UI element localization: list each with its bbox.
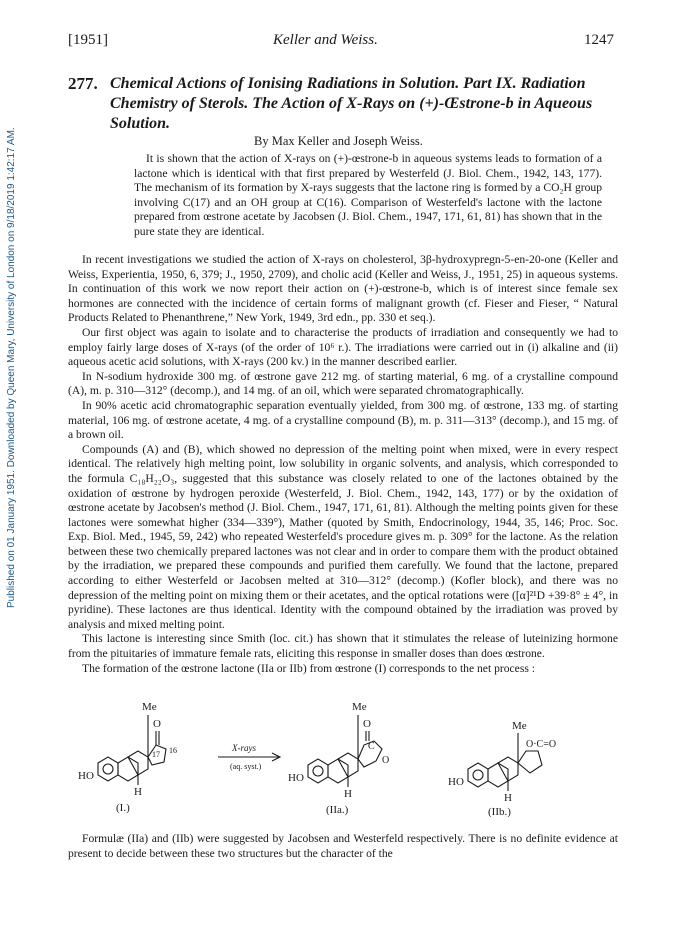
paragraph: In recent investigations we studied the action of X-rays on cholesterol, 3β-hydroxypregn-5-en-20-one (Keller and Weiss, Experientia, 1950, 6, 379; J., 1950, 2709), and cholic acid (Keller and Weiss, J., 1951, 25) in aqueous systems. In continuation of this work we now report their action on (+)-œstrone-b, which is of interest since female sex hormones are connected with the incidence of certain forms of malignant growth (cf. Fieser and Fieser, “ Natural Products Related to Phenanthrene,” New York, 1949, 3rd edn., pp. 330 et seq.). — [68, 253, 618, 325]
lactone-ring — [518, 751, 542, 773]
author-byline: By Max Keller and Joseph Weiss. — [254, 134, 423, 148]
ring-oxygen-label: O — [382, 755, 390, 766]
page-number: 1247 — [584, 32, 614, 48]
paragraph: In N-sodium hydroxide 300 mg. of œstrone gave 212 mg. of starting material, 6 mg. of a crystalline compound (A), m. p. 310—312° (decomp.), and 14 mg. of an oil, which were separated chromatographically. — [68, 369, 618, 398]
paragraph: Compounds (A) and (B), which showed no depression of the melting point when mixed, were in every respect identical. The relatively high melting point, low solubility in organic solvents, and analysis, which corresponded to the formula C₁₈H₂₂O₃, suggested that this substance was closely related to one of the lactones obtained by the oxidation of œstrone by hydrogen peroxide (Westerfeld, J. Biol. Chem., 1942, 143, 177) or by the oxidation of œstrone acetate by Jacobsen's method (J. Biol. Chem., 1947, 171, 61, 81). Although the melting points given for these lactones were somewhat higher (334—339°), Mather (quoted by Smith, Endocrinology, 1944, 35, 146; Proc. Soc. Exp. Biol. Med., 1945, 59, 242) who repeated Westerfeld's procedure gives m. p. 309° for the lactone. As the relation between these two chemically prepared lactones was not clear and in order to compare them with the product obtained by the irradiation, we prepared these compounds and purified them carefully. We found that the lactone, prepared according to either Westerfeld or Jacobsen melted at 310—312° (decomp.) (Kofler block), and there was no depression of the melting point on mixing them or their acetates, and the optical rotations were ([α]²¹D +39·8° ± 4°, in pyridine). These lactones are thus identical. Identity with the compound obtained by the irradiation was proved by analysis and mixed melting point. — [68, 442, 618, 631]
ring-a — [98, 757, 118, 781]
structure-lactone-iib — [448, 720, 556, 818]
running-head-authors: Keller and Weiss. — [273, 32, 378, 48]
lactone-group-label: O·C=O — [526, 739, 557, 750]
paragraph: The formation of the œstrone lactone (IIa or IIb) from œstrone (I) corresponds to the net process : — [82, 661, 535, 675]
hydrogen-label: H — [344, 788, 352, 800]
hydroxy-label: HO — [288, 772, 304, 784]
hydrogen-label: H — [134, 786, 142, 798]
oxo-label: O — [363, 718, 371, 730]
aromatic-ring-circle — [103, 764, 113, 774]
download-notice-text: Published on 01 January 1951. Downloaded by Queen Mary, University of London on 9/18/2019 1:42:17 AM. — [6, 127, 17, 608]
running-head — [68, 32, 614, 50]
reaction-scheme — [68, 685, 618, 827]
compound-label: (IIa.) — [326, 804, 349, 816]
running-head-year: [1951] — [68, 32, 108, 48]
methyl-label: Me — [512, 720, 527, 732]
arrow-reagent: X-rays — [232, 743, 256, 753]
hydroxy-label: HO — [448, 776, 464, 788]
arrow-conditions: (aq. syst.) — [230, 762, 262, 771]
paragraph: Our first object was again to isolate and to characterise the products of irradiation and consequently we had to employ fairly large doses of X-rays (of the order of 10⁶ r.). The irradiations were carried out in (i) alkaline and (ii) aqueous acetic acid solutions, with X-rays (200 kv.) in the manner described earlier. — [68, 325, 618, 369]
compound-label: (I.) — [116, 802, 130, 814]
article-title-text: Chemical Actions of Ionising Radiations in Solution. Part IX. Radiation Chemistry of Sterols. The Action of X-Rays on (+)-Œstrone-b in Aqueous Solution. — [110, 75, 593, 132]
ring-a — [468, 763, 488, 787]
ring-carbon-label: C — [368, 741, 375, 752]
article-body — [68, 253, 618, 676]
reaction-arrow — [218, 743, 280, 771]
oxo-label: O — [153, 718, 161, 730]
aromatic-ring-circle — [473, 770, 483, 780]
aromatic-ring-circle — [313, 766, 323, 776]
article-number: 277. — [68, 74, 98, 93]
methyl-label: Me — [352, 701, 367, 713]
structure-oestrone — [78, 701, 177, 814]
hydroxy-label: HO — [78, 770, 94, 782]
locant-16: 16 — [169, 746, 177, 755]
abstract: It is shown that the action of X-rays on (+)-œstrone-b in aqueous systems leads to formation of a lactone which is identical with that first prepared by Westerfeld (J. Biol. Chem., 1942, 143, 177). The mechanism of its formation by X-rays suggests that the lactone ring is formed by a CO₂H group involving C(17) and an OH group at C(16). Comparison of Westerfeld's lactone with the lactone prepared from œstrone acetate by Jacobsen (J. Biol. Chem., 1947, 171, 61, 81) has shown that in the pure state they are identical. — [134, 152, 602, 238]
download-notice — [4, 70, 18, 610]
structure-lactone-iia — [288, 701, 389, 816]
compound-label: (IIb.) — [488, 806, 511, 818]
paragraph: Formulæ (IIa) and (IIb) were suggested by Jacobsen and Westerfeld respectively. There is no definite evidence at present to decide between these two structures but the character of the — [68, 832, 618, 860]
hydrogen-label: H — [504, 792, 512, 804]
reaction-scheme-drawing — [68, 685, 618, 827]
locant-17: 17 — [152, 750, 160, 759]
paragraph: This lactone is interesting since Smith (loc. cit.) has shown that it stimulates the release of luteinizing hormone from the pituitaries of immature female rats, eliciting this response in smaller doses than does œstrone. — [68, 632, 618, 661]
ring-a — [308, 759, 328, 783]
methyl-label: Me — [142, 701, 157, 713]
paragraph: In 90% acetic acid chromatographic separation eventually yielded, from 300 mg. of œstrone, 133 mg. of starting material, 106 mg. of œstrone acetate, 4 mg. of a crystalline compound (B), m. p. 311—313° (decomp.), and 15 mg. of a brown oil. — [68, 398, 618, 442]
